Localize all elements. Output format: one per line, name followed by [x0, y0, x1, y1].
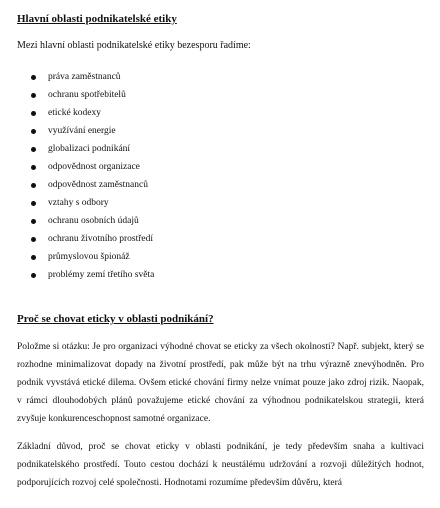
list-item-text: ochranu spotřebitelů — [48, 90, 126, 100]
list-item-text: odpovědnost zaměstnanců — [48, 180, 148, 190]
list-item — [17, 266, 424, 284]
bullet-icon — [31, 129, 36, 134]
list-item-text: problémy zemí třetího světa — [48, 270, 155, 280]
list-item-text: práva zaměstnanců — [48, 72, 121, 82]
bullet-icon — [31, 111, 36, 116]
list-item — [17, 140, 424, 158]
bullet-icon — [31, 201, 36, 206]
list-item — [17, 212, 424, 230]
list-item-text: průmyslovou špionáž — [48, 252, 130, 262]
list-item — [17, 248, 424, 266]
bullet-icon — [31, 147, 36, 152]
list-item — [17, 194, 424, 212]
bullet-icon — [31, 165, 36, 170]
section2-paragraph-1: Položme si otázku: Je pro organizaci výhodné chovat se eticky za všech okolností? Např. subjekt, který se rozhodne minimalizovat dopady na životní prostředí, pak může být na trhu výrazně znevýhodněn. Pro podnik vyvstává etické dilema. Ovšem etické chování firmy nelze vnímat pouze jako zdroj rizik. Naopak, v rámci dlouhodobých plánů považujeme etické chování za výhodnou podnikatelskou strategii, která zvyšuje konkurenceschopnost samotné organizace. — [17, 342, 424, 424]
list-item-text: ochranu osobních údajů — [48, 216, 139, 226]
section1-intro: Mezi hlavní oblasti podnikatelské etiky bezesporu řadíme: — [17, 40, 251, 51]
list-item — [17, 176, 424, 194]
list-item-text: etické kodexy — [48, 108, 102, 118]
list-item-text: vztahy s odbory — [48, 198, 109, 208]
bullet-icon — [31, 273, 36, 278]
ethics-areas-list — [17, 68, 424, 284]
bullet-icon — [31, 75, 36, 80]
list-item — [17, 68, 424, 86]
bullet-icon — [31, 237, 36, 242]
list-item-text: využívání energie — [48, 126, 116, 136]
bullet-icon — [31, 183, 36, 188]
list-item — [17, 122, 424, 140]
list-item — [17, 86, 424, 104]
bullet-icon — [31, 255, 36, 260]
section2-paragraph-2: Základní důvod, proč se chovat eticky v oblasti podnikání, je tedy především snaha a kultivaci podnikatelského prostředí. Touto cestou dochází k neustálému udržování a rozvoji důležitých hodnot, podporujících rozvoj celé společnosti. Hodnotami rozumíme především důvěru, která — [17, 442, 424, 488]
bullet-icon — [31, 219, 36, 224]
section2-heading: Proč se chovat eticky v oblasti podnikání? — [17, 313, 214, 325]
list-item-text: odpovědnost organizace — [48, 162, 140, 172]
list-item-text: globalizaci podnikání — [48, 144, 131, 154]
list-item — [17, 158, 424, 176]
bullet-icon — [31, 93, 36, 98]
list-item-text: ochranu životního prostředí — [48, 234, 154, 244]
section1-heading: Hlavní oblasti podnikatelské etiky — [17, 13, 177, 25]
list-item — [17, 230, 424, 248]
list-item — [17, 104, 424, 122]
